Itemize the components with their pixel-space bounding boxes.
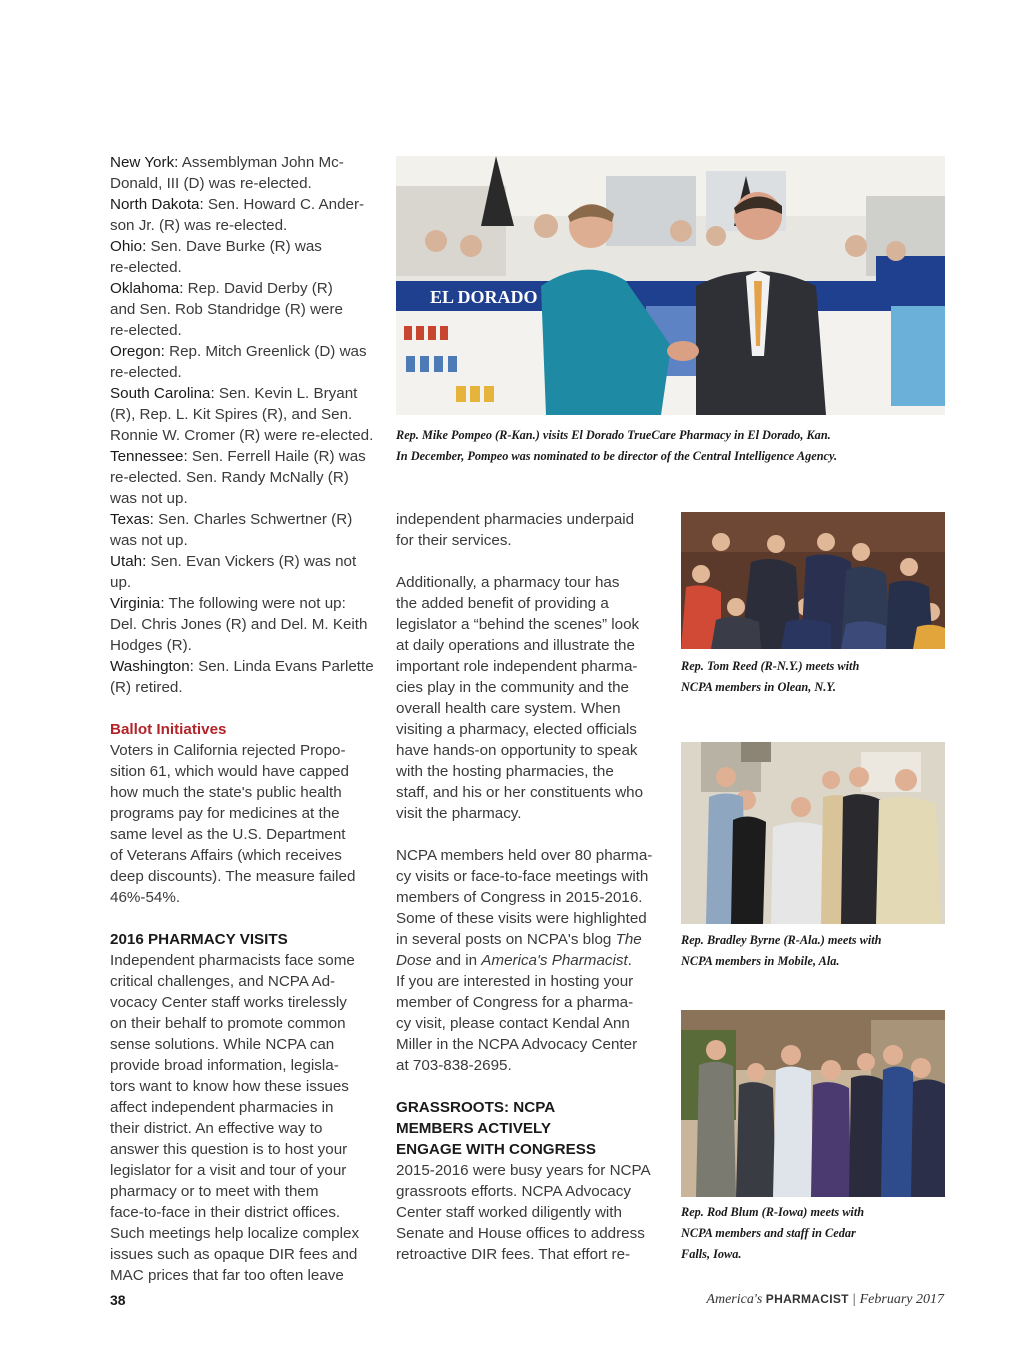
column-middle — [396, 509, 664, 1265]
column-left — [110, 152, 378, 1286]
state-result: Tennessee: Sen. Ferrell Haile (R) was — [110, 448, 366, 465]
text-line: re-elected. — [110, 364, 182, 381]
blog-title: Dose — [396, 952, 432, 969]
text-line: son Jr. (R) was re-elected. — [110, 217, 288, 234]
ballot-paragraph: Voters in California rejected Propo- sition 61, which would have capped how much the state's public health programs pay for medicines at the same level as the U.S. Department of Veterans Affairs (which receives deep discounts). The measure failed 46%-54%. — [110, 742, 356, 906]
paragraph: Additionally, a pharmacy tour has the added benefit of providing a legislator a “behind the scenes” look at daily operations and illustrate the important role independent pharma- cies play in the community and the overall health care system. When visiting a pharmacy, elected officials have hands-on opportunity to speak with the hosting pharmacies, the staff, and his or her constituents who visit the pharmacy. — [396, 574, 644, 822]
state-result: Washington: Sen. Linda Evans Parlette — [110, 658, 374, 675]
text-line: re-elected. — [110, 259, 182, 276]
pompeo-photo — [396, 156, 945, 415]
text-line: Hodges (R). — [110, 637, 192, 654]
state-result: Utah: Sen. Evan Vickers (R) was not up. — [110, 553, 357, 591]
text-line: and Sen. Rob Standridge (R) were — [110, 301, 344, 318]
pompeo-photo-graphic — [396, 156, 945, 415]
reed-photo — [681, 512, 945, 649]
reed-caption: Rep. Tom Reed (R-N.Y.) meets with NCPA members in Olean, N.Y. — [681, 659, 860, 694]
text-line: Ronnie W. Cromer (R) were re-elected. — [110, 427, 374, 444]
byrne-caption: Rep. Bradley Byrne (R-Ala.) meets with NCPA members in Mobile, Ala. — [681, 933, 882, 968]
text-line: Donald, III (D) was re-elected. — [110, 175, 312, 192]
grassroots-heading: GRASSROOTS: NCPA MEMBERS ACTIVELY ENGAGE WITH CONGRESS — [396, 1099, 596, 1158]
state-result: Ohio: Sen. Dave Burke (R) was — [110, 238, 322, 255]
text-line: was not up. — [110, 532, 188, 549]
blog-title: The — [615, 931, 642, 948]
magazine-masthead: America's PHARMACIST | February 2017 — [706, 1292, 944, 1307]
pompeo-caption: Rep. Mike Pompeo (R-Kan.) visits El Dorado TrueCare Pharmacy in El Dorado, Kan. In December, Pompeo was nominated to be director of the Central Intelligence Agency. — [396, 428, 838, 463]
magazine-name: PHARMACIST — [765, 1292, 849, 1306]
text-line: (R), Rep. L. Kit Spires (R), and Sen. — [110, 406, 353, 423]
page-number: 38 — [110, 1292, 126, 1308]
text-line: re-elected. Sen. Randy McNally (R) — [110, 469, 349, 486]
state-result: North Dakota: Sen. Howard C. Ander- — [110, 196, 365, 213]
blum-photo — [681, 1010, 945, 1197]
text-line: was not up. — [110, 490, 188, 507]
state-result: New York: Assemblyman John Mc- — [110, 154, 344, 171]
ballot-initiatives-heading: Ballot Initiatives — [110, 721, 227, 738]
byrne-photo — [681, 742, 945, 924]
state-result: South Carolina: Sen. Kevin L. Bryant — [110, 385, 358, 402]
state-result: Oklahoma: Rep. David Derby (R) — [110, 280, 333, 297]
magazine-title: America's Pharmacist — [481, 952, 628, 969]
paragraph: independent pharmacies underpaid for their services. — [396, 511, 635, 549]
byrne-photo-graphic — [681, 742, 945, 924]
pharmacy-visits-heading: 2016 PHARMACY VISITS — [110, 931, 288, 948]
text-line: Del. Chris Jones (R) and Del. M. Keith — [110, 616, 368, 633]
grassroots-paragraph: 2015-2016 were busy years for NCPA grassroots efforts. NCPA Advocacy Center staff worked diligently with Senate and House offices to address retroactive DIR fees. That effort re- — [396, 1162, 651, 1263]
reed-photo-graphic — [681, 512, 945, 649]
election-results-list — [110, 152, 378, 698]
text-line: (R) retired. — [110, 679, 183, 696]
state-result: Texas: Sen. Charles Schwertner (R) — [110, 511, 353, 528]
blum-caption: Rep. Rod Blum (R-Iowa) meets with NCPA members and staff in Cedar Falls, Iowa. — [681, 1205, 865, 1261]
state-result: Virginia: The following were not up: — [110, 595, 346, 612]
text-line: re-elected. — [110, 322, 182, 339]
paragraph: NCPA members held over 80 pharma- cy visits or face-to-face meetings with members of Congress in 2015-2016. Some of these visits were highlighted in several posts on NCPA's blog The Dose and in America's Pharmacist. If you are interested in hosting your member of Congress for a pharma- cy visit, please contact Kendal Ann Miller in the NCPA Advocacy Center at 703-838-2695. — [396, 847, 653, 1074]
state-result: Oregon: Rep. Mitch Greenlick (D) was — [110, 343, 367, 360]
store-sign-text: EL DORADO — [430, 287, 538, 307]
visits-paragraph: Independent pharmacists face some critical challenges, and NCPA Ad- vocacy Center staff works tirelessly on their behalf to promote common sense solutions. While NCPA can provide broad information, legisla- tors want to know how these issues affect independent pharmacies in their district. An effective way to answer this question is to host your legislator for a visit and tour of your pharmacy or to meet with them face-to-face in their district offices. Such meetings help localize complex issues such as opaque DIR fees and MAC prices that far too often leave — [110, 952, 360, 1284]
blum-photo-graphic — [681, 1010, 945, 1197]
issue-date: February 2017 — [859, 1292, 944, 1307]
